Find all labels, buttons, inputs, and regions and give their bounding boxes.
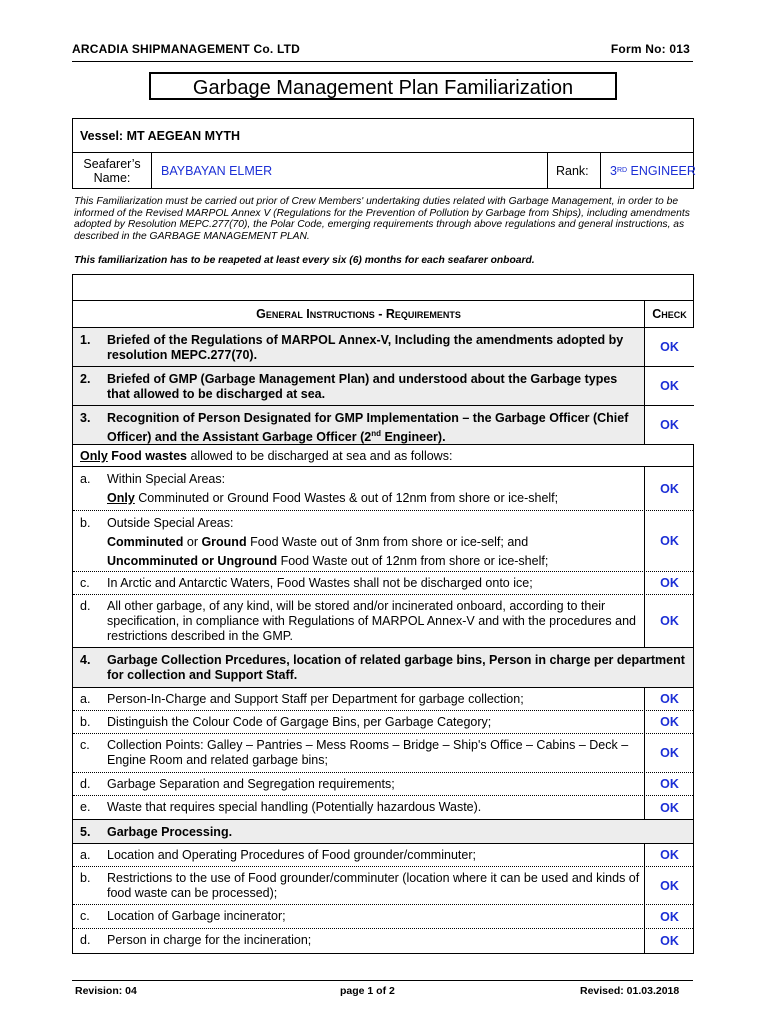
- food-wastes-row: Only Food wastes allowed to be discharged at sea and as follows:: [73, 445, 693, 467]
- page-header: [72, 42, 690, 56]
- table-row: b. Outside Special Areas: Comminuted or Ground Food Waste out of 3nm from shore or ice-self; and Uncomminuted or Unground Food Waste out of 12nm from shore or ice-shelf; OK: [73, 511, 693, 572]
- vessel-label: Vessel: MT AEGEAN MYTH: [73, 119, 693, 153]
- table-row: 3. Recognition of Person Designated for GMP Implementation – the Garbage Officer (Chief Officer) and the Assistant Garbage Officer (2nd Engineer). OK: [73, 406, 693, 445]
- check-ok[interactable]: OK: [644, 867, 694, 904]
- table-row: e. Waste that requires special handling (Potentially hazardous Waste). OK: [73, 796, 693, 820]
- table-row: c. Collection Points: Galley – Pantries – Mess Rooms – Bridge – Ship's Office – Cabins – Deck – Engine Room and related garbage bins; OK: [73, 734, 693, 773]
- table-row: c. Location of Garbage incinerator; OK: [73, 905, 693, 929]
- table-row: b. Distinguish the Colour Code of Gargage Bins, per Garbage Category; OK: [73, 711, 693, 734]
- footer-divider: [72, 980, 693, 981]
- check-ok[interactable]: OK: [644, 688, 694, 710]
- check-ok[interactable]: OK: [644, 796, 694, 819]
- check-ok[interactable]: OK: [644, 572, 694, 594]
- instructions-table: [72, 274, 694, 954]
- table-row: a. Within Special Areas: Only Comminuted or Ground Food Wastes & out of 12nm from shore or ice-shelf; OK: [73, 467, 693, 511]
- check-ok[interactable]: OK: [644, 467, 694, 510]
- company-name: ARCADIA SHIPMANAGEMENT Co. LTD: [72, 42, 300, 56]
- check-ok[interactable]: OK: [644, 367, 694, 405]
- rank-value[interactable]: 3 RD ENGINEER: [610, 163, 696, 178]
- form-number: Form No: 013: [610, 42, 690, 56]
- check-ok[interactable]: OK: [644, 844, 694, 866]
- check-ok[interactable]: OK: [644, 905, 694, 928]
- revised-date: Revised: 01.03.2018: [580, 985, 680, 997]
- rank-label: Rank:: [548, 153, 601, 188]
- check-ok[interactable]: OK: [644, 734, 694, 772]
- page-number: page 1 of 2: [340, 985, 395, 997]
- table-header: [73, 301, 693, 328]
- table-row: b. Restrictions to the use of Food grounder/comminuter (location where it can be used and kinds of food waste can be processed); OK: [73, 867, 693, 905]
- table-row: a. Location and Operating Procedures of Food grounder/comminuter; OK: [73, 844, 693, 867]
- table-row: 2. Briefed of GMP (Garbage Management Plan) and understood about the Garbage types that allowed to be discharged at sea. OK: [73, 367, 693, 406]
- table-row: d. Person in charge for the incineration; OK: [73, 929, 693, 953]
- seafarer-name[interactable]: BAYBAYAN ELMER: [152, 153, 548, 188]
- check-ok[interactable]: OK: [644, 773, 694, 795]
- intro-paragraph: This Familiarization must be carried out prior of Crew Members' undertaking duties related with Garbage Management, in order to be informed of the Revised MARPOL Annex V (Regulations for the Prevention of Pollution by Garbage from Ships), including amendments adopted by Resolution MEPC.277(70), the Polar Code, emerging requirements through above regulations and general instructions, as described in the GARBAGE MANAGEMENT PLAN.: [74, 196, 690, 242]
- header-title: General Instructions - Requirements: [256, 307, 461, 321]
- blank-row: [73, 275, 693, 301]
- table-row: d. Garbage Separation and Segregation requirements; OK: [73, 773, 693, 796]
- table-row: a. Person-In-Charge and Support Staff per Department for garbage collection; OK: [73, 688, 693, 711]
- check-ok[interactable]: OK: [644, 595, 694, 647]
- table-row: 1. Briefed of the Regulations of MARPOL Annex-V, Including the amendments adopted by resolution MEPC.277(70). OK: [73, 328, 693, 367]
- header-check: Check: [644, 301, 694, 327]
- section-row: 4. Garbage Collection Prcedures, location of related garbage bins, Person in charge per department for collection and Support Staff.: [73, 648, 693, 688]
- seafarer-label: Seafarer’s Name:: [73, 153, 152, 188]
- section-row: 5. Garbage Processing.: [73, 820, 693, 844]
- check-ok[interactable]: OK: [644, 929, 694, 953]
- check-ok[interactable]: OK: [644, 406, 694, 444]
- revision: Revision: 04: [75, 985, 137, 997]
- page-title: Garbage Management Plan Familiarization: [149, 72, 617, 100]
- vessel-info-box: [72, 118, 694, 189]
- check-ok[interactable]: OK: [644, 711, 694, 733]
- table-row: d. All other garbage, of any kind, will be stored and/or incinerated onboard, according to their specification, in compliance with Regulations of MARPOL Annex-V and with the procedures and restrictions described in the GMP. OK: [73, 595, 693, 648]
- header-divider: [72, 61, 693, 62]
- check-ok[interactable]: OK: [644, 328, 694, 366]
- table-row: c. In Arctic and Antarctic Waters, Food Wastes shall not be discharged onto ice; OK: [73, 572, 693, 595]
- intro-bold-note: This familiarization has to be reapeted at least every six (6) months for each seafarer onboard.: [74, 255, 535, 266]
- check-ok[interactable]: OK: [644, 511, 694, 571]
